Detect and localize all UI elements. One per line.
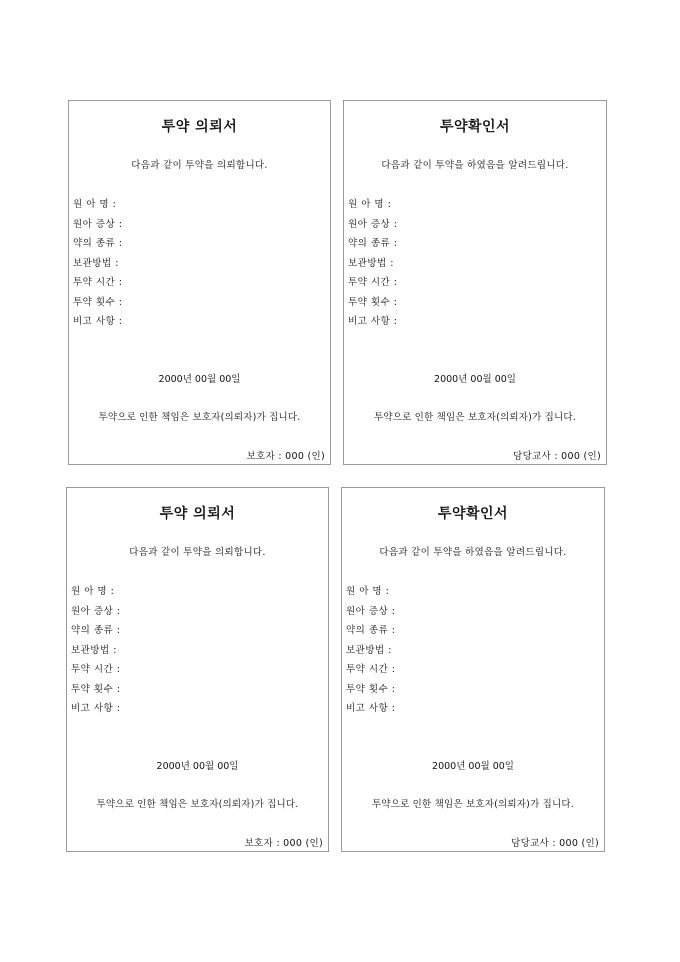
form-date: 2000년 00월 00일 <box>158 374 241 385</box>
medication-confirmation-form <box>341 487 605 852</box>
field-child-symptoms: 원아 증상 : <box>346 605 396 617</box>
form-intro: 다음과 같이 투약을 하였음을 알려드립니다. <box>381 160 569 171</box>
field-child-name: 원 아 명 : <box>348 199 392 210</box>
form-title: 투약확인서 <box>439 119 511 135</box>
field-child-symptoms: 원아 증상 : <box>348 218 398 230</box>
medication-request-form <box>68 100 331 465</box>
form-title: 투약 의뢰서 <box>161 119 238 135</box>
field-remarks: 비고 사항 : <box>346 703 396 714</box>
field-remarks: 비고 사항 : <box>71 703 121 714</box>
field-dosing-count: 투약 횟수 : <box>71 683 121 695</box>
form-date: 2000년 00월 00일 <box>432 761 514 772</box>
field-storage-method: 보관방법 : <box>71 644 117 656</box>
field-medicine-type: 약의 종류 : <box>73 238 123 249</box>
form-intro: 다음과 같이 투약을 의뢰합니다. <box>131 160 268 171</box>
field-child-name: 원 아 명 : <box>346 586 390 597</box>
field-remarks: 비고 사항 : <box>73 316 123 327</box>
responsibility-note: 투약으로 인한 책임은 보호자(의뢰자)가 집니다. <box>96 799 299 810</box>
signature-line: 보호자 : 000 (인) <box>246 451 325 462</box>
field-remarks: 비고 사항 : <box>348 316 398 327</box>
medication-request-form <box>66 487 329 852</box>
form-title: 투약 의뢰서 <box>159 506 236 522</box>
field-child-name: 원 아 명 : <box>73 199 117 210</box>
field-medicine-type: 약의 종류 : <box>348 238 398 249</box>
field-storage-method: 보관방법 : <box>346 644 392 656</box>
field-medicine-type: 약의 종류 : <box>71 625 121 636</box>
form-fields <box>346 582 395 719</box>
form-intro: 다음과 같이 투약을 의뢰합니다. <box>129 547 266 558</box>
signature-line: 담당교사 : 000 (인) <box>513 451 601 462</box>
form-fields <box>71 582 120 719</box>
signature-line: 보호자 : 000 (인) <box>244 838 323 849</box>
signature-line: 담당교사 : 000 (인) <box>511 838 599 849</box>
field-child-symptoms: 원아 증상 : <box>73 218 123 230</box>
field-child-name: 원 아 명 : <box>71 586 115 597</box>
field-dosing-time: 투약 시간 : <box>346 664 396 675</box>
field-dosing-time: 투약 시간 : <box>73 277 123 288</box>
field-dosing-count: 투약 횟수 : <box>348 296 398 308</box>
field-dosing-count: 투약 횟수 : <box>346 683 396 695</box>
field-dosing-count: 투약 횟수 : <box>73 296 123 308</box>
field-child-symptoms: 원아 증상 : <box>71 605 121 617</box>
field-dosing-time: 투약 시간 : <box>71 664 121 675</box>
form-intro: 다음과 같이 투약을 하였음을 알려드립니다. <box>379 547 567 558</box>
field-medicine-type: 약의 종류 : <box>346 625 396 636</box>
responsibility-note: 투약으로 인한 책임은 보호자(의뢰자)가 집니다. <box>373 412 577 423</box>
form-fields <box>348 195 397 332</box>
responsibility-note: 투약으로 인한 책임은 보호자(의뢰자)가 집니다. <box>371 799 575 810</box>
field-storage-method: 보관방법 : <box>348 257 394 269</box>
field-dosing-time: 투약 시간 : <box>348 277 398 288</box>
form-date: 2000년 00월 00일 <box>434 374 516 385</box>
form-date: 2000년 00월 00일 <box>156 761 239 772</box>
form-title: 투약확인서 <box>437 506 509 522</box>
responsibility-note: 투약으로 인한 책임은 보호자(의뢰자)가 집니다. <box>98 412 301 423</box>
medication-confirmation-form <box>343 100 607 465</box>
field-storage-method: 보관방법 : <box>73 257 119 269</box>
form-fields <box>73 195 122 332</box>
